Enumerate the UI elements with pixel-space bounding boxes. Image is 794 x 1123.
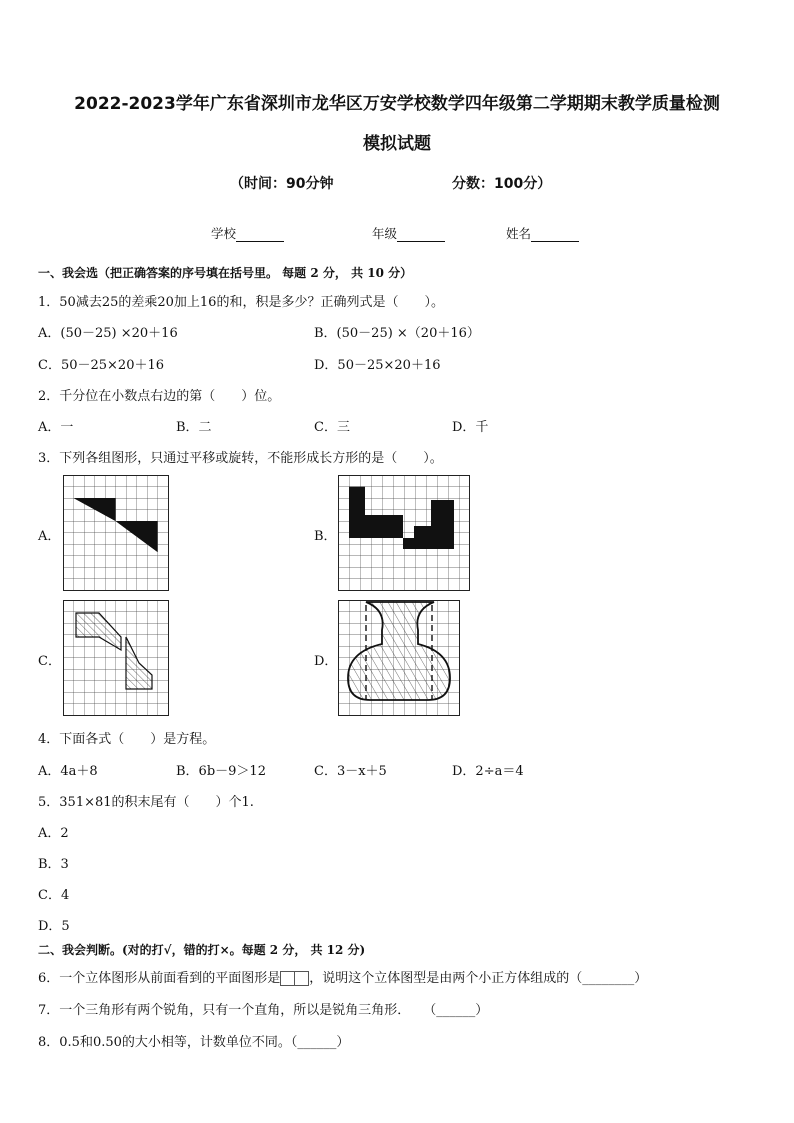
q5-option-b[interactable]: B．3: [38, 857, 69, 872]
q3-figure-a: [63, 475, 169, 591]
school-field[interactable]: [211, 224, 284, 242]
grade-field[interactable]: [372, 224, 445, 242]
grade-blank[interactable]: [397, 229, 445, 242]
school-blank[interactable]: [236, 229, 284, 242]
q4-option-b[interactable]: B．6b－9＞12: [176, 764, 266, 779]
two-square-view-icon: [280, 971, 309, 986]
q6: [38, 967, 647, 986]
q3-option-a[interactable]: A．: [38, 529, 61, 544]
q8: 8．0.5和0.50的大小相等，计数单位不同。（______）: [38, 1035, 350, 1050]
q1-option-b[interactable]: B．(50－25) ×（20＋16）: [314, 326, 480, 341]
name-field[interactable]: [506, 224, 579, 242]
q2-stem: 2．千分位在小数点右边的第（ ）位。: [38, 389, 281, 404]
q2-option-b[interactable]: B．二: [176, 420, 212, 435]
q2-option-a[interactable]: A．一: [38, 420, 74, 435]
q3-figure-c: [63, 600, 169, 716]
q5-option-c[interactable]: C．4: [38, 888, 70, 903]
school-label: 学校: [211, 226, 237, 241]
exam-title-line2: 模拟试题: [363, 134, 431, 154]
q4-option-c[interactable]: C．3－x＋5: [314, 764, 387, 779]
name-label: 姓名: [506, 226, 532, 241]
section1-title: 一、我会选（把正确答案的序号填在括号里。 每题 2 分， 共 10 分）: [38, 266, 413, 280]
q3-option-b[interactable]: B．: [314, 529, 337, 544]
q5-option-a[interactable]: A．2: [38, 826, 69, 841]
q1-option-a[interactable]: A．(50－25) ×20＋16: [38, 326, 178, 341]
exam-time: （时间：90分钟: [230, 176, 334, 192]
q1-stem: 1．50减去25的差乘20加上16的和，积是多少？正确列式是（ ）。: [38, 295, 444, 310]
name-blank[interactable]: [531, 229, 579, 242]
q3-option-c[interactable]: C．: [38, 654, 61, 669]
q5-option-d[interactable]: D．5: [38, 919, 70, 934]
q4-option-d[interactable]: D．2÷a＝4: [452, 764, 524, 779]
q6-stem-post: ，说明这个立体图型是由两个小正方体组成的（________）: [309, 971, 648, 986]
section2-title: 二、我会判断。(对的打√，错的打×。每题 2 分， 共 12 分): [38, 943, 366, 957]
q5-stem: 5．351×81的积末尾有（ ）个1.: [38, 795, 254, 810]
q3-figure-b: [338, 475, 470, 591]
exam-score: 分数：100分）: [452, 176, 552, 192]
q3-option-d[interactable]: D．: [314, 654, 338, 669]
q1-option-c[interactable]: C．50－25×20＋16: [38, 358, 165, 373]
q6-stem-pre: 6．一个立体图形从前面看到的平面图形是: [38, 971, 281, 986]
exam-title-line1: 2022-2023学年广东省深圳市龙华区万安学校数学四年级第二学期期末教学质量检测: [74, 94, 720, 114]
q2-option-c[interactable]: C．三: [314, 420, 350, 435]
grade-label: 年级: [372, 226, 398, 241]
q1-option-d[interactable]: D．50－25×20＋16: [314, 358, 441, 373]
q4-stem: 4．下面各式（ ）是方程。: [38, 732, 216, 747]
q4-option-a[interactable]: A．4a＋8: [38, 764, 98, 779]
q3-figure-d: [338, 600, 460, 716]
q2-option-d[interactable]: D．千: [452, 420, 489, 435]
q3-stem: 3．下列各组图形，只通过平移或旋转，不能形成长方形的是（ ）。: [38, 451, 443, 466]
q7: 7．一个三角形有两个锐角，只有一个直角，所以是锐角三角形． （______）: [38, 1003, 489, 1018]
